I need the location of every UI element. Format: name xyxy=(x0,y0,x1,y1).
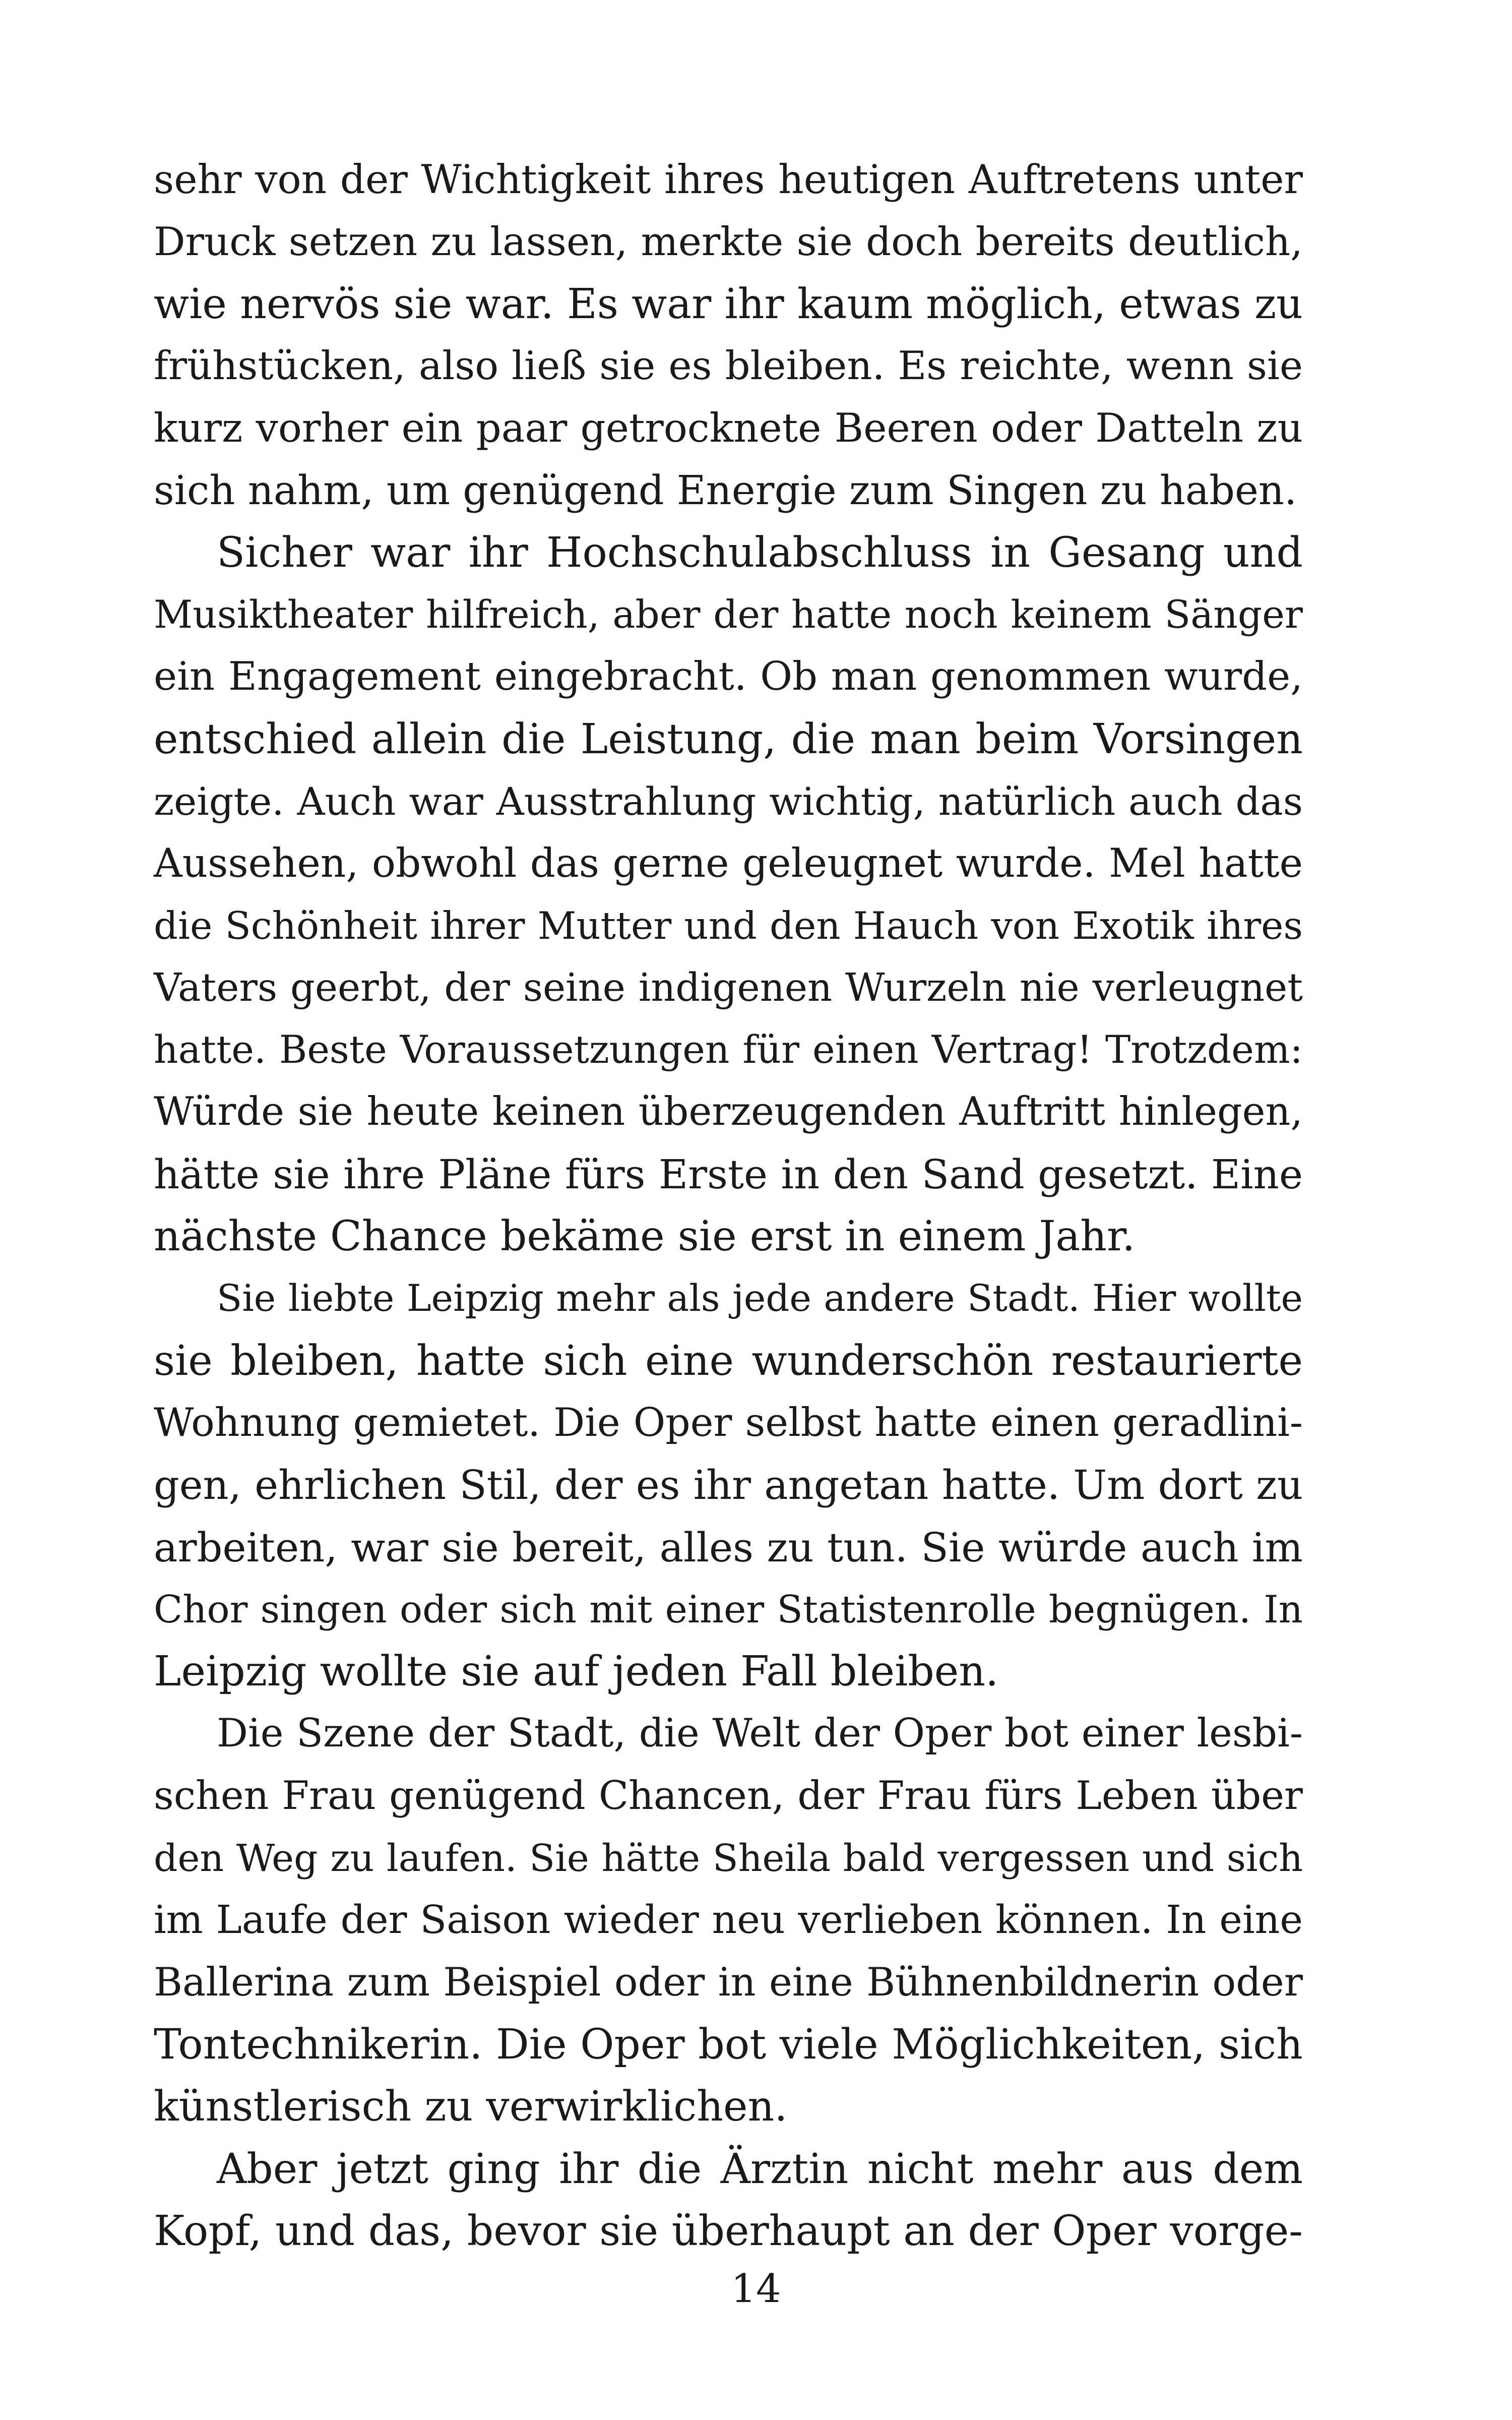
text-line: schen Frau genügend Chancen, der Frau fürs Leben über xyxy=(154,1773,1303,1819)
text-line: kurz vorher ein paar getrocknete Beeren oder Datteln zu xyxy=(154,405,1303,452)
text-line: im Laufe der Saison wieder neu verlieben können. In eine xyxy=(154,1897,1303,1943)
text-line: die Schönheit ihrer Mutter und den Hauch von Exotik ihres xyxy=(154,903,1303,948)
text-line: sich nahm, um genügend Energie zum Singen zu haben. xyxy=(154,467,1297,514)
page-number: 14 xyxy=(731,2266,781,2312)
text-line: Wohnung gemietet. Die Oper selbst hatte einen geradlini- xyxy=(154,1400,1303,1445)
text-line: Aber jetzt ging ihr die Ärztin nicht mehr aus dem xyxy=(217,2145,1303,2193)
text-line: Musiktheater hilfreich, aber der hatte noch keinem Sänger xyxy=(154,592,1303,637)
text-line: wie nervös sie war. Es war ihr kaum möglich, etwas zu xyxy=(154,280,1303,328)
text-line: Druck setzen zu lassen, merkte sie doch bereits deutlich, xyxy=(154,219,1303,265)
text-line: Sie liebte Leipzig mehr als jede andere Stadt. Hier wollte xyxy=(217,1277,1303,1320)
text-line: gen, ehrlichen Stil, der es ihr angetan hatte. Um dort zu xyxy=(154,1462,1303,1509)
text-line: Chor singen oder sich mit einer Statistenrolle begnügen. In xyxy=(154,1587,1303,1631)
text-line: Die Szene der Stadt, die Welt der Oper bot einer lesbi- xyxy=(217,1711,1303,1757)
text-line: Sicher war ihr Hochschulabschluss in Gesang und xyxy=(217,528,1303,577)
text-line: ein Engagement eingebracht. Ob man genommen wurde, xyxy=(154,654,1303,700)
text-line: Aussehen, obwohl das gerne geleugnet wurde. Mel hatte xyxy=(154,840,1303,887)
text-line: nächste Chance bekäme sie erst in einem Jahr. xyxy=(154,1213,1136,1261)
text-line: zeigte. Auch war Ausstrahlung wichtig, natürlich auch das xyxy=(154,778,1303,824)
text-line: den Weg zu laufen. Sie hätte Sheila bald vergessen und sich xyxy=(154,1836,1303,1881)
text-line: Leipzig wollte sie auf jeden Fall bleiben. xyxy=(154,1648,999,1696)
text-line: sehr von der Wichtigkeit ihres heutigen Auftretens unter xyxy=(154,157,1303,203)
text-line: hatte. Beste Voraussetzungen für einen Vertrag! Trotzdem: xyxy=(154,1027,1303,1072)
text-line: sie bleiben, hatte sich eine wunderschön restaurierte xyxy=(154,1337,1303,1385)
text-line: Würde sie heute keinen überzeugenden Auftritt hinlegen, xyxy=(154,1089,1303,1135)
text-line: künstlerisch zu verwirklichen. xyxy=(154,2083,788,2131)
text-line: hätte sie ihre Pläne fürs Erste in den Sand gesetzt. Eine xyxy=(154,1151,1303,1198)
text-line: entschied allein die Leistung, die man beim Vorsingen xyxy=(154,715,1303,763)
text-line: frühstücken, also ließ sie es bleiben. Es reichte, wenn sie xyxy=(154,343,1303,389)
body-text xyxy=(154,149,1303,2262)
text-line: Ballerina zum Beispiel oder in eine Bühnenbildnerin oder xyxy=(154,1959,1303,2005)
text-line: Tontechnikerin. Die Oper bot viele Möglichkeiten, sich xyxy=(154,2020,1303,2069)
text-line: arbeiten, war sie bereit, alles zu tun. Sie würde auch im xyxy=(154,1524,1303,1571)
text-line: Kopf, und das, bevor sie überhaupt an der Oper vorge- xyxy=(154,2207,1303,2255)
text-line: Vaters geerbt, der seine indigenen Wurzeln nie verleugnet xyxy=(154,965,1303,1010)
